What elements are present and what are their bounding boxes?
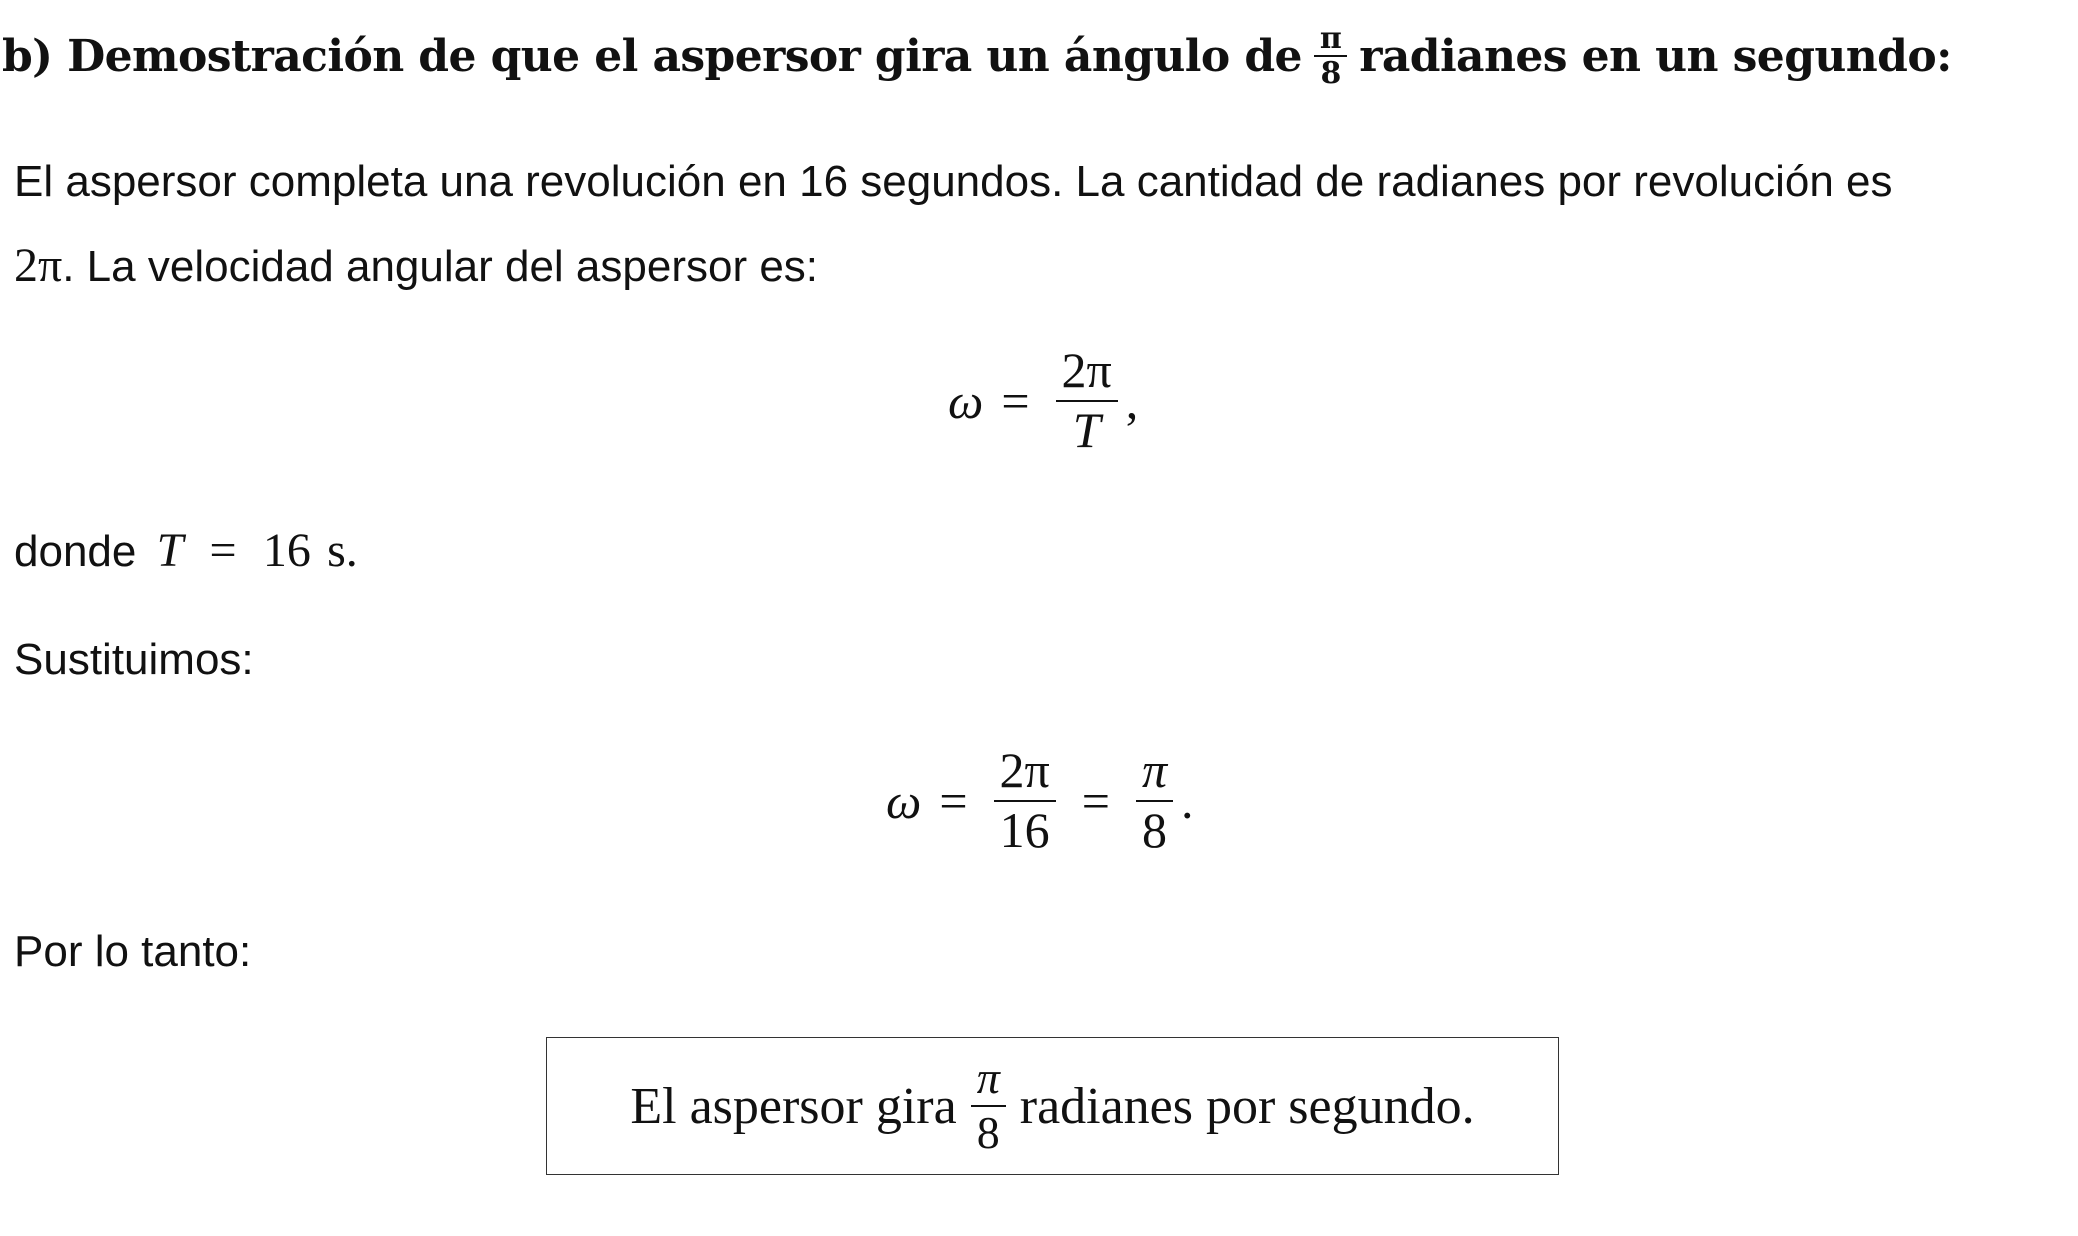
omega-symbol: ω <box>886 772 922 829</box>
conclusion-fraction <box>971 1052 1006 1160</box>
paragraph-4-text: Por lo tanto: <box>14 927 252 976</box>
heading-fraction-numerator: π <box>1319 21 1342 56</box>
heading-fraction-denominator: 8 <box>1320 56 1341 91</box>
inline-math-2pi: 2π <box>14 239 63 292</box>
fraction-pi-over-8 <box>1136 742 1173 859</box>
equation-angular-velocity <box>948 342 1138 459</box>
equals-sign: = <box>1081 772 1110 829</box>
paragraph-line-2 <box>14 239 819 292</box>
fraction-numerator: π <box>1141 742 1168 798</box>
paragraph-where-T <box>14 524 358 577</box>
fraction-denominator: 8 <box>1142 801 1167 858</box>
heading-suffix: radianes en un segundo: <box>1359 30 1952 82</box>
conclusion-suffix: radianes por segundo. <box>1019 1077 1475 1135</box>
equals-sign: = <box>939 772 968 829</box>
equals-sign: = <box>209 524 237 577</box>
fraction-denominator: 16 <box>999 801 1050 858</box>
equation-comma: , <box>1125 372 1139 429</box>
paragraph-1-line-2-text: . La velocidad angular del aspersor es: <box>62 242 819 291</box>
fraction-numerator: π <box>976 1052 1000 1104</box>
conclusion-prefix: El aspersor gira <box>630 1077 957 1135</box>
paragraph-1-text: El aspersor completa una revolución en 16 segundos. La cantidad de radianes por revolución es <box>14 157 1893 206</box>
fraction-numerator: 2π <box>1061 342 1112 398</box>
fraction-numerator: 2π <box>999 742 1050 798</box>
equals-sign: = <box>1001 372 1030 429</box>
equation-period: . <box>1181 772 1194 829</box>
fraction-denominator: 8 <box>976 1107 1000 1158</box>
section-heading <box>2 22 1952 90</box>
fraction-2pi-over-16 <box>994 742 1056 859</box>
paragraph-3-text: Sustituimos: <box>14 635 254 684</box>
paragraph-substitute <box>14 635 254 684</box>
omega-symbol: ω <box>948 372 984 429</box>
paragraph-2-text: donde <box>14 527 137 576</box>
fraction-denominator: T <box>1072 401 1101 458</box>
equation-substitution <box>886 742 1194 859</box>
paragraph-line-1 <box>14 157 1893 206</box>
fraction-2pi-over-T <box>1056 342 1118 459</box>
heading-prefix: b) Demostración de que el aspersor gira un ángulo de <box>2 30 1302 82</box>
value-16: 16 <box>262 524 311 577</box>
paragraph-therefore <box>14 927 252 976</box>
heading-fraction <box>1314 22 1347 90</box>
unit-seconds: s. <box>327 524 358 577</box>
variable-T: T <box>156 524 184 577</box>
conclusion-box <box>546 1037 1559 1175</box>
